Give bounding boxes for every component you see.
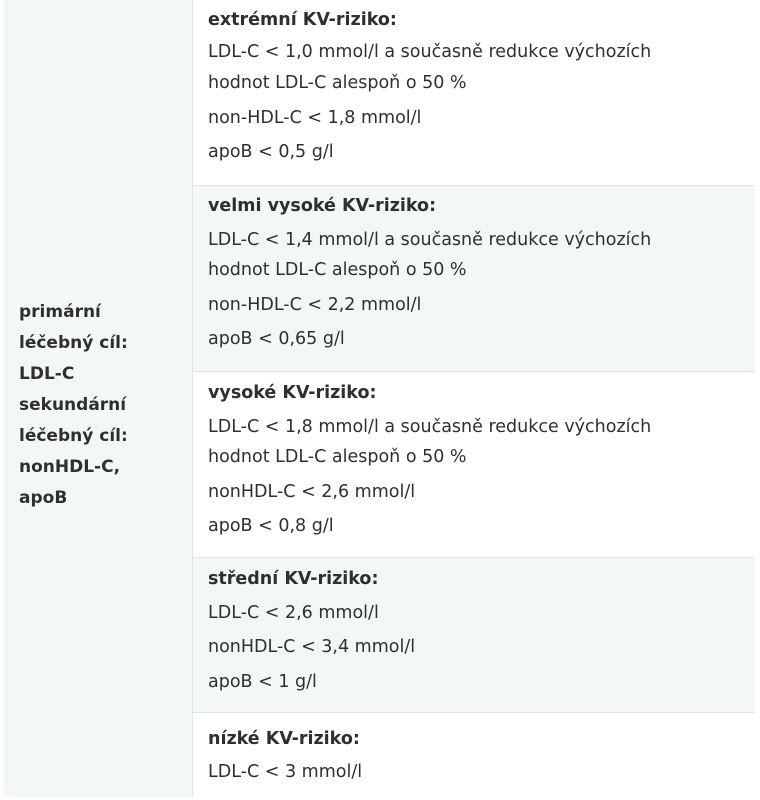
target-line: apoB < 0,8 g/l — [208, 516, 334, 536]
risk-title: střední KV-riziko: — [208, 569, 379, 589]
target-line: non-HDL-C < 1,8 mmol/l — [208, 108, 422, 128]
target-line: hodnot LDL-C alespoň o 50 % — [208, 447, 467, 467]
target-line: non-HDL-C < 2,2 mmol/l — [208, 295, 422, 315]
risk-row-extreme — [193, 0, 755, 186]
risk-row-low — [193, 713, 755, 797]
goal-line: primární — [19, 302, 101, 322]
target-line: nonHDL-C < 2,6 mmol/l — [208, 482, 416, 502]
risk-title: nízké KV-riziko: — [208, 729, 360, 749]
lipid-targets-table — [4, 0, 755, 797]
target-line: LDL-C < 1,8 mmol/l a současně redukce výchozích — [208, 417, 652, 437]
target-line: LDL-C < 1,0 mmol/l a současně redukce výchozích — [208, 42, 652, 62]
risk-title: extrémní KV-riziko: — [208, 10, 397, 30]
target-line: LDL-C < 1,4 mmol/l a současně redukce výchozích — [208, 230, 652, 250]
target-line: hodnot LDL-C alespoň o 50 % — [208, 73, 467, 93]
goal-line: nonHDL-C, — [19, 457, 121, 477]
risk-title: vysoké KV-riziko: — [208, 383, 377, 403]
treatment-goal-text — [19, 297, 128, 514]
risk-title: velmi vysoké KV-riziko: — [208, 196, 437, 216]
target-line: LDL-C < 3 mmol/l — [208, 762, 363, 782]
target-line: nonHDL-C < 3,4 mmol/l — [208, 637, 416, 657]
target-line: apoB < 0,65 g/l — [208, 329, 345, 349]
goal-line: sekundární — [19, 395, 127, 415]
target-line: apoB < 1 g/l — [208, 672, 317, 692]
risk-row-moderate — [193, 558, 755, 713]
treatment-goal-cell — [4, 0, 193, 797]
risk-row-very-high — [193, 186, 755, 372]
goal-line: léčebný cíl: — [19, 426, 128, 446]
target-line: apoB < 0,5 g/l — [208, 142, 334, 162]
goal-line: LDL-C — [19, 364, 75, 384]
risk-row-high — [193, 372, 755, 558]
target-line: hodnot LDL-C alespoň o 50 % — [208, 260, 467, 280]
target-line: LDL-C < 2,6 mmol/l — [208, 603, 379, 623]
risk-targets-column — [193, 0, 755, 797]
goal-line: léčebný cíl: — [19, 333, 128, 353]
goal-line: apoB — [19, 488, 68, 508]
